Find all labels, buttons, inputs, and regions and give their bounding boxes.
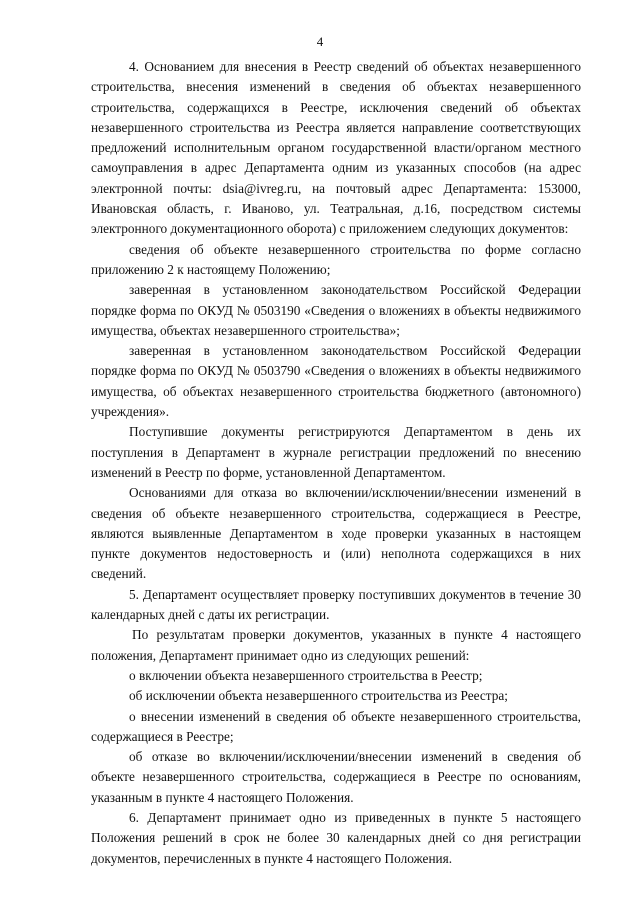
document-body (91, 57, 581, 869)
page-number: 4 (316, 34, 324, 49)
list-item-object-info: сведения об объекте незавершенного строительства по форме согласно приложению 2 к настоящему Положению; (91, 241, 581, 277)
list-item-okud-0503790: заверенная в установленном законодательством Российской Федерации порядке форма по ОКУД № 0503790 «Сведения о вложениях в объекты недвижимого имущества, об объектах незавершенного строительства бюджетного (автономного) учреждения». (91, 343, 581, 420)
decision-exclusion: об исключении объекта незавершенного строительства из Реестра; (129, 688, 508, 704)
decision-inclusion: о включении объекта незавершенного строительства в Реестр; (129, 667, 483, 683)
paragraph-refusal-grounds: Основаниями для отказа во включении/исключении/внесении изменений в сведения об объекте незавершенного строительства, содержащиеся в Реестре, являются выявленные Департаментом в ходе проверки указанных в настоящем пункте документов недостоверность и (или) неполнота содержащихся в них сведений. (91, 485, 581, 582)
list-item-okud-0503190: заверенная в установленном законодательством Российской Федерации порядке форма по ОКУД № 0503190 «Сведения о вложениях в объекты недвижимого имущества, объектах незавершенного строительства»; (91, 282, 581, 338)
paragraph-5-verification: 5. Департамент осуществляет проверку поступивших документов в течение 30 календарных дней с даты их регистрации. (91, 586, 581, 623)
paragraph-registration: Поступившие документы регистрируются Департаментом в день их поступления в Департамент в журнале регистрации предложений по внесению изменений в Реестр по форме, установленной Департаментом. (91, 424, 581, 480)
paragraph-4-basis: 4. Основанием для внесения в Реестр сведений об объектах незавершенного строительства, внесения изменений в сведения об объектах незавершенного строительства, содержащихся в Реестре, исключения сведений об объектах незавершенного строительства из Реестра является направление соответствующих предложений исполнительным органом государственной власти/органом местного самоуправления в адрес Департамента одним из указанных способов (на адрес электронной почты: dsia@ivreg.ru, на почтовый адрес Департамента: 153000, Ивановская область, г. Иваново, ул. Театральная, д.16, посредством системы электронного документационного оборота) с приложением следующих документов: (91, 59, 581, 237)
paragraph-decisions-intro: По результатам проверки документов, указанных в пункте 4 настоящего положения, Департамент принимает одно из следующих решений: (91, 627, 581, 663)
paragraph-6-deadline: 6. Департамент принимает одно из приведенных в пункте 5 настоящего Положения решений в срок не более 30 календарных дней со дня регистрации документов, перечисленных в пункте 4 настоящего Положения. (91, 809, 581, 866)
decision-amendment: о внесении изменений в сведения об объекте незавершенного строительства, содержащиеся в Реестре; (91, 708, 581, 744)
decision-refusal: об отказе во включении/исключении/внесении изменений в сведения об объекте незавершенного строительства, содержащиеся в Реестре по основаниям, указанным в пункте 4 настоящего Положения. (91, 749, 581, 805)
